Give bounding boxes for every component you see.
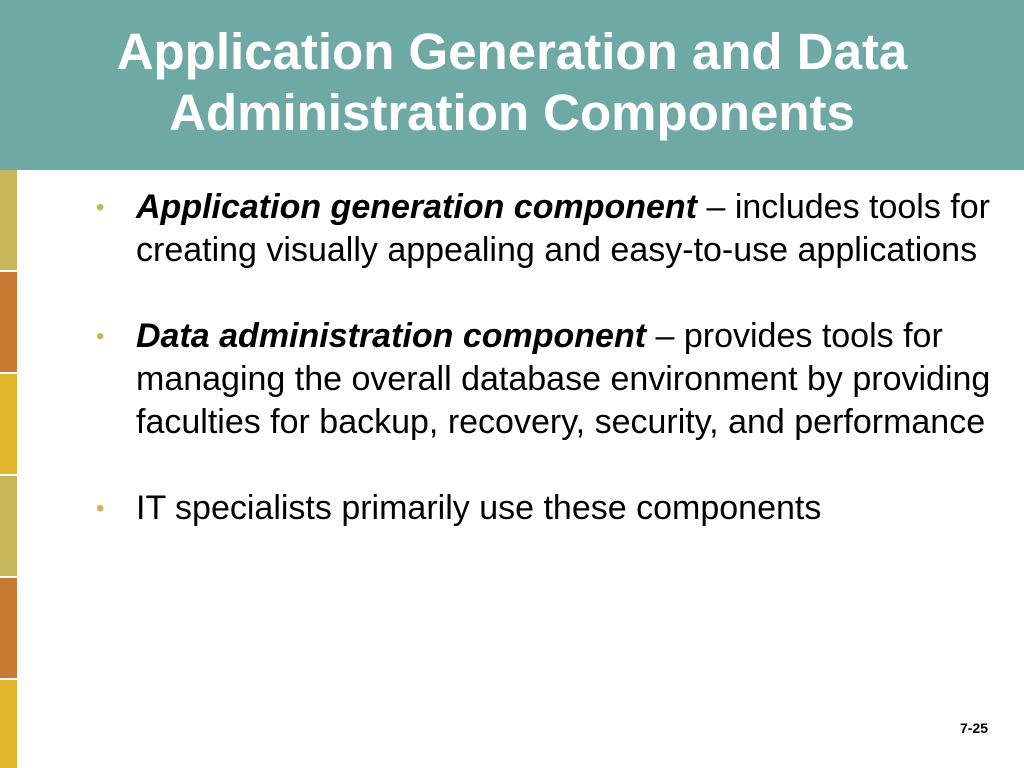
bullet-dot-icon: • bbox=[96, 495, 105, 522]
bullet-text: – includes tools for creating visually appealing and easy-to-use applications bbox=[136, 188, 990, 269]
bullet-item bbox=[96, 186, 996, 272]
bullet-term: Data administration component bbox=[136, 317, 647, 355]
side-strip-segment bbox=[0, 374, 17, 476]
side-strip-segment bbox=[0, 578, 17, 680]
side-strip-segment bbox=[0, 170, 17, 272]
side-strip-segment bbox=[0, 680, 17, 768]
slide-title-line-2: Administration Components bbox=[169, 84, 855, 141]
bullet-dot-icon: • bbox=[96, 194, 105, 221]
bullet-term: Application generation component bbox=[136, 188, 698, 226]
bullet-list bbox=[96, 186, 996, 530]
side-color-strip bbox=[0, 170, 17, 768]
side-strip-segment bbox=[0, 476, 17, 578]
side-strip-segment bbox=[0, 272, 17, 374]
bullet-text: – provides tools for managing the overall database environment by providing faculties for backup, recovery, security, and performance bbox=[136, 317, 991, 441]
page-number: 7-25 bbox=[959, 720, 988, 736]
bullet-text: IT specialists primarily use these components bbox=[136, 489, 822, 527]
slide-title-line-1: Application Generation and Data bbox=[116, 23, 908, 80]
bullet-item bbox=[96, 315, 996, 444]
bullet-dot-icon: • bbox=[96, 323, 105, 350]
slide-title bbox=[117, 21, 908, 149]
title-bar bbox=[0, 0, 1024, 170]
bullet-item bbox=[96, 487, 996, 530]
